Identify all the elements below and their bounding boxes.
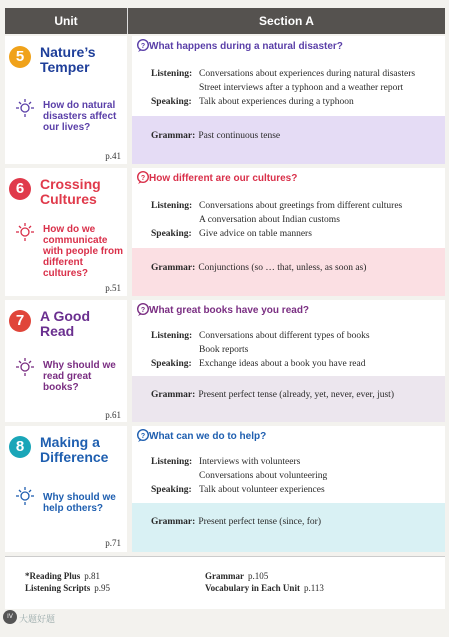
speaking-line	[151, 359, 365, 369]
grammar-item: Present perfect tense (already, yet, never, ever, just)	[198, 390, 394, 400]
grammar-line	[151, 131, 280, 141]
grammar-entry[interactable]	[205, 571, 268, 581]
lightbulb-icon	[15, 222, 35, 242]
grammar-item: Present perfect tense (since, for)	[198, 517, 321, 527]
question-bubble-icon	[137, 171, 149, 185]
unit-row-5	[5, 36, 445, 164]
speaking-label: Speaking:	[151, 97, 192, 107]
grammar-line	[151, 390, 394, 400]
unit-page[interactable]: p.41	[105, 151, 121, 161]
grammar-line	[151, 517, 321, 527]
page-number: IV	[3, 610, 17, 624]
unit-number-badge: 8	[9, 436, 31, 458]
listening-item: A conversation about Indian customs	[199, 215, 340, 225]
unit-question: Why should we read great books?	[43, 360, 116, 393]
speaking-line	[151, 97, 354, 107]
unit-title: Making a Difference	[40, 434, 109, 465]
contents-page	[5, 8, 445, 636]
listening-label: Listening:	[151, 331, 193, 341]
unit-cell	[5, 36, 127, 164]
unit-title: Nature’s Temper	[40, 44, 96, 75]
speaking-item: Talk about volunteer experiences	[199, 485, 325, 495]
reading-plus-page: p.81	[84, 571, 101, 581]
vocab-label: Vocabulary in Each Unit	[205, 583, 300, 593]
unit-question: How do we communicate with people from different cultures?	[43, 224, 123, 279]
unit-number-badge: 6	[9, 178, 31, 200]
grammar-label: Grammar:	[151, 131, 196, 141]
unit-row-8	[5, 426, 445, 552]
grammar-item: Past continuous tense	[198, 131, 281, 141]
listening-scripts-label: Listening Scripts	[25, 583, 91, 593]
speaking-line	[151, 229, 312, 239]
listening-item: Book reports	[199, 345, 249, 355]
listening-line-1	[151, 457, 300, 467]
svg-text:?: ?	[140, 43, 146, 50]
section-title: How different are our cultures?	[149, 173, 298, 184]
grammar-item: Conjunctions (so … that, unless, as soon as)	[198, 263, 367, 273]
unit-question: How do natural disasters affect our lives?	[43, 100, 117, 133]
grammar-label: Grammar:	[151, 263, 196, 273]
listening-label: Listening:	[151, 201, 193, 211]
watermark: 大题好题	[19, 614, 56, 624]
unit-row-6	[5, 168, 445, 296]
lightbulb-icon	[15, 98, 35, 118]
lightbulb-icon	[15, 357, 35, 377]
table-header	[5, 8, 445, 34]
section-cell	[132, 300, 445, 422]
speaking-label: Speaking:	[151, 229, 192, 239]
listening-scripts-page: p.95	[94, 583, 111, 593]
section-cell	[132, 426, 445, 552]
grammar-band	[132, 116, 445, 164]
unit-cell	[5, 168, 127, 296]
listening-item: Conversations about different types of books	[199, 331, 370, 341]
unit-question: Why should we help others?	[43, 492, 116, 514]
grammar-label: Grammar:	[151, 390, 196, 400]
unit-page[interactable]: p.51	[105, 283, 121, 293]
grammar-band	[132, 376, 445, 422]
appendix-footer	[5, 556, 445, 609]
unit-number-badge: 5	[9, 46, 31, 68]
grammar-label: Grammar:	[151, 517, 196, 527]
listening-item: Conversations about volunteering	[199, 471, 328, 481]
reading-plus-label: *Reading Plus	[25, 571, 81, 581]
reading-plus-entry[interactable]	[25, 571, 100, 581]
section-title: What can we do to help?	[149, 431, 267, 442]
grammar-band	[132, 248, 445, 296]
section-title: What happens during a natural disaster?	[149, 41, 343, 52]
listening-label: Listening:	[151, 69, 193, 79]
listening-line-1	[151, 201, 402, 211]
unit-title: Crossing Cultures	[40, 176, 101, 207]
speaking-item: Give advice on table manners	[199, 229, 312, 239]
svg-text:?: ?	[140, 175, 146, 182]
grammar-band	[132, 503, 445, 552]
listening-line-1	[151, 69, 415, 79]
section-title: What great books have you read?	[149, 305, 310, 316]
unit-page[interactable]: p.61	[105, 410, 121, 420]
question-bubble-icon	[137, 303, 149, 317]
speaking-line	[151, 485, 325, 495]
question-bubble-icon	[137, 39, 149, 53]
unit-page[interactable]: p.71	[105, 538, 121, 548]
lightbulb-icon	[15, 486, 35, 506]
listening-label: Listening:	[151, 457, 193, 467]
unit-title: A Good Read	[40, 308, 91, 339]
unit-cell	[5, 426, 127, 552]
vocab-page: p.113	[303, 583, 324, 593]
svg-text:?: ?	[140, 307, 146, 314]
listening-scripts-entry[interactable]	[25, 583, 110, 593]
header-unit: Unit	[54, 14, 78, 28]
grammar-line	[151, 263, 366, 273]
section-cell	[132, 168, 445, 296]
svg-text:?: ?	[140, 433, 146, 440]
listening-item: Street interviews after a typhoon and a weather report	[199, 83, 404, 93]
grammar-appendix-label: Grammar	[205, 571, 244, 581]
grammar-appendix-page: p.105	[247, 571, 269, 581]
speaking-label: Speaking:	[151, 359, 192, 369]
unit-number-badge: 7	[9, 310, 31, 332]
listening-item: Conversations about greetings from different cultures	[199, 201, 403, 211]
section-cell	[132, 36, 445, 164]
unit-row-7	[5, 300, 445, 422]
speaking-label: Speaking:	[151, 485, 192, 495]
listening-item: Conversations about experiences during natural disasters	[199, 69, 416, 79]
speaking-item: Talk about experiences during a typhoon	[199, 97, 354, 107]
unit-cell	[5, 300, 127, 422]
speaking-item: Exchange ideas about a book you have read	[199, 359, 366, 369]
vocab-entry[interactable]	[205, 583, 324, 593]
question-bubble-icon	[137, 429, 149, 443]
listening-item: Interviews with volunteers	[199, 457, 301, 467]
listening-line-1	[151, 331, 370, 341]
header-section: Section A	[259, 14, 314, 28]
